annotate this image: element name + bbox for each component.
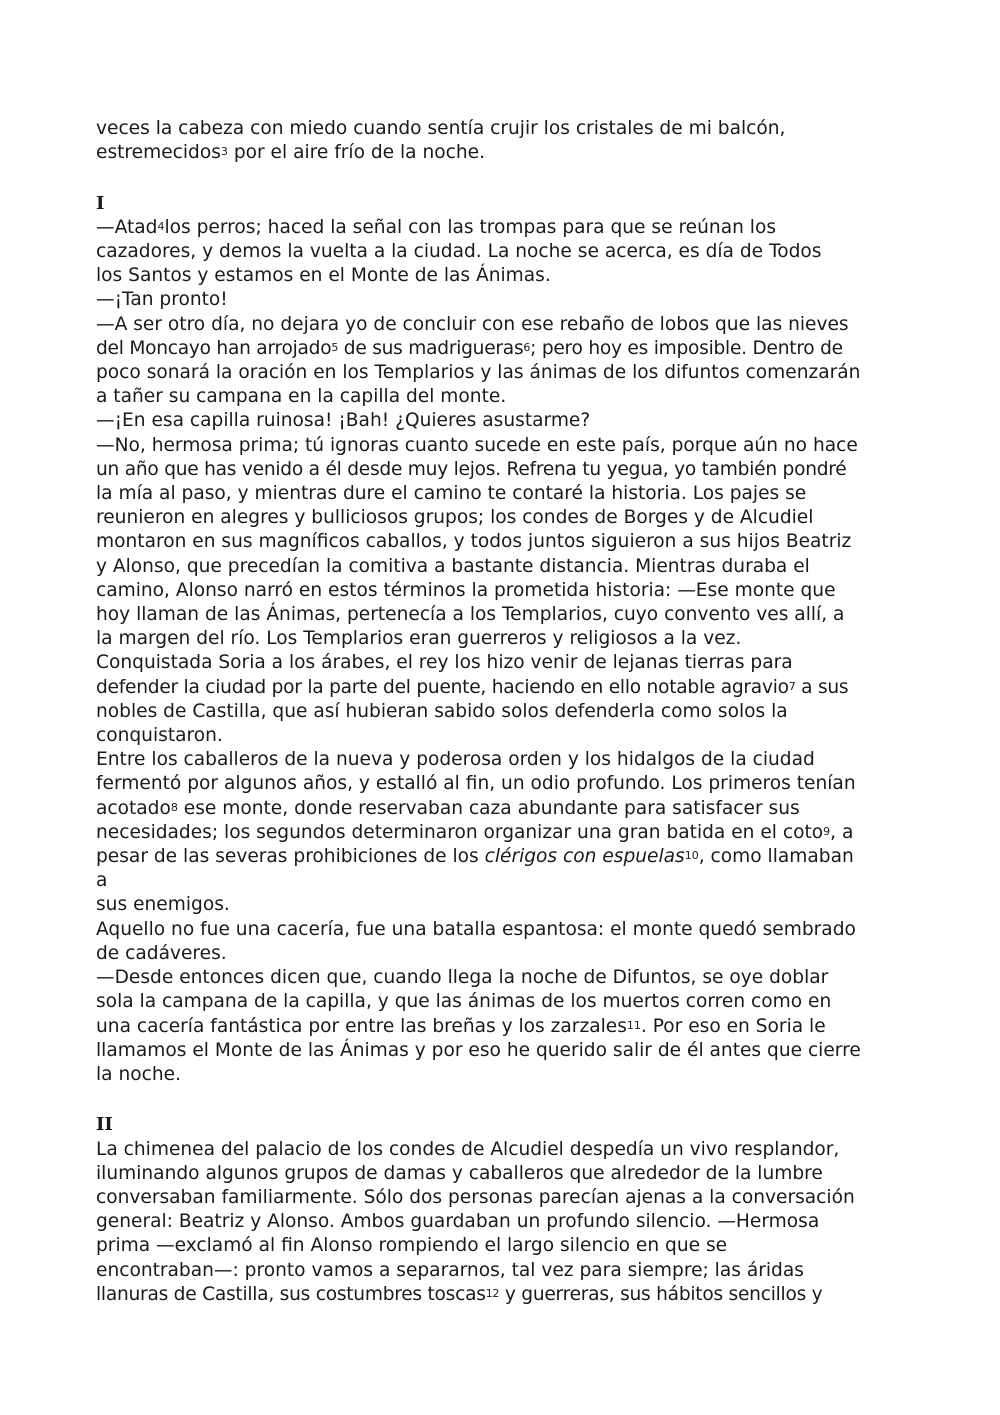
text-line: conquistaron.	[96, 725, 223, 747]
text-line: cazadores, y demos la vuelta a la ciudad. La noche se acerca, es día de Todos	[96, 241, 822, 262]
section-heading-1: I	[96, 192, 105, 214]
text-line: defender la ciudad por la parte del puente, haciendo en ello notable agravio$^7$ a sus	[96, 676, 849, 698]
text-line: de cadáveres.	[96, 942, 227, 964]
text-line: a tañer su campana en la capilla del monte.	[96, 386, 507, 408]
text-line: montaron en sus magníficos caballos, y todos juntos siguieron a sus hijos Beatriz	[96, 531, 852, 553]
text-line: a	[96, 870, 108, 892]
text-line: iluminando algunos grupos de damas y caballeros que alrededor de la lumbre	[96, 1162, 823, 1184]
text-line: y Alonso, que precedían la comitiva a bastante distancia. Mientras duraba el	[96, 555, 810, 577]
text-line: acotado$^8$ ese monte, donde reservaban caza abundante para satisfacer sus	[96, 797, 800, 819]
text-line: Aquello no fue una cacería, fue una batalla espantosa: el monte quedó sembrado	[96, 918, 856, 940]
text-line: la noche.	[96, 1063, 181, 1085]
footnote-ref: 9	[823, 824, 831, 838]
text-line: sus enemigos.	[96, 894, 230, 916]
text-line: llamamos el Monte de las Ánimas y por eso he querido salir de él antes que cierre	[96, 1039, 861, 1061]
section-heading-2: II	[96, 1114, 113, 1136]
text-line: —Desde entonces dicen que, cuando llega la noche de Difuntos, se oye doblar	[96, 967, 829, 989]
footnote-ref: 12	[485, 1286, 500, 1300]
text-line: nobles de Castilla, que así hubieran sabido solos defenderla como solos la	[96, 700, 788, 722]
text-line: Entre los caballeros de la nueva y poderosa orden y los hidalgos de la ciudad	[96, 749, 815, 771]
text-line: los Santos y estamos en el Monte de las Ánimas.	[96, 265, 551, 287]
text-line: sola la campana de la capilla, y que las ánimas de los muertos corren como en	[96, 991, 832, 1013]
footnote-ref: 7	[788, 679, 796, 693]
text-line: prima —exclamó al fin Alonso rompiendo el largo silencio en que se	[96, 1235, 728, 1257]
blank-line	[96, 1087, 911, 1111]
text-line: un año que has venido a él desde muy lejos. Refrena tu yegua, yo también pondré	[96, 458, 847, 480]
text-line: Conquistada Soria a los árabes, el rey los hizo venir de lejanas tierras para	[96, 652, 793, 674]
text-line: hoy llaman de las Ánimas, pertenecía a los Templarios, cuyo convento ves allí, a	[96, 604, 845, 626]
footnote-ref: 11	[626, 1018, 641, 1032]
text-line: pesar de las severas prohibiciones de los clérigos con espuelas$^{10}$, como llamaban	[96, 846, 854, 868]
footnote-ref: 4	[157, 219, 165, 233]
text-line: estremecidos$^3$ por el aire frío de la noche.	[96, 142, 485, 164]
text-line: —Atad$^4$los perros; haced la señal con las trompas para que se reúnan los	[96, 216, 777, 238]
text-line: encontraban—: pronto vamos a separarnos, tal vez para siempre; las áridas	[96, 1259, 804, 1281]
text-line: llanuras de Castilla, sus costumbres toscas$^{12}$ y guerreras, sus hábitos sencillos y	[96, 1283, 823, 1305]
text-line: conversaban familiarmente. Sólo dos personas parecían ajenas a la conversación	[96, 1186, 855, 1208]
text-line: camino, Alonso narró en estos términos la prometida historia: —Ese monte que	[96, 579, 836, 601]
footnote-ref: 5	[331, 340, 339, 354]
text-line: poco sonará la oración en los Templarios y las ánimas de los difuntos comenzarán	[96, 362, 861, 384]
text-line: la mía al paso, y mientras dure el camino te contaré la historia. Los pajes se	[96, 483, 807, 505]
text-line: La chimenea del palacio de los condes de Alcudiel despedía un vivo resplandor,	[96, 1138, 840, 1160]
footnote-ref: 6	[523, 340, 531, 354]
footnote-ref: 8	[170, 800, 178, 814]
footnote-ref: 10	[684, 849, 699, 863]
text-line: —A ser otro día, no dejara yo de concluir con ese rebaño de lobos que las nieves	[96, 313, 849, 335]
footnote-ref: 3	[220, 145, 228, 159]
text-line: —No, hermosa prima; tú ignoras cuanto sucede en este país, porque aún no hace	[96, 434, 858, 456]
text-line: —¡En esa capilla ruinosa! ¡Bah! ¿Quieres asustarme?	[96, 410, 591, 432]
text-line: —¡Tan pronto!	[96, 289, 228, 311]
blank-line	[96, 165, 911, 189]
text-line: del Moncayo han arrojado$^5$ de sus madrigueras$^6$; pero hoy es imposible. Dentro de	[96, 337, 843, 359]
text-line: general: Beatriz y Alonso. Ambos guardaban un profundo silencio. —Hermosa	[96, 1211, 820, 1233]
text-line: una cacería fantástica por entre las breñas y los zarzales$^{11}$. Por eso en Soria le	[96, 1015, 826, 1037]
text-line: reunieron en alegres y bulliciosos grupos; los condes de Borges y de Alcudiel	[96, 507, 814, 529]
text-line: la margen del río. Los Templarios eran guerreros y religiosos a la vez.	[96, 628, 742, 650]
italic-phrase: clérigos con espuelas	[484, 846, 685, 868]
body-text	[96, 117, 911, 1307]
text-line: necesidades; los segundos determinaron organizar una gran batida en el coto$^9$, a	[96, 821, 854, 843]
text-line: veces la cabeza con miedo cuando sentía crujir los cristales de mi balcón,	[96, 118, 786, 139]
text-line: fermentó por algunos años, y estalló al fin, un odio profundo. Los primeros tenían	[96, 773, 856, 795]
